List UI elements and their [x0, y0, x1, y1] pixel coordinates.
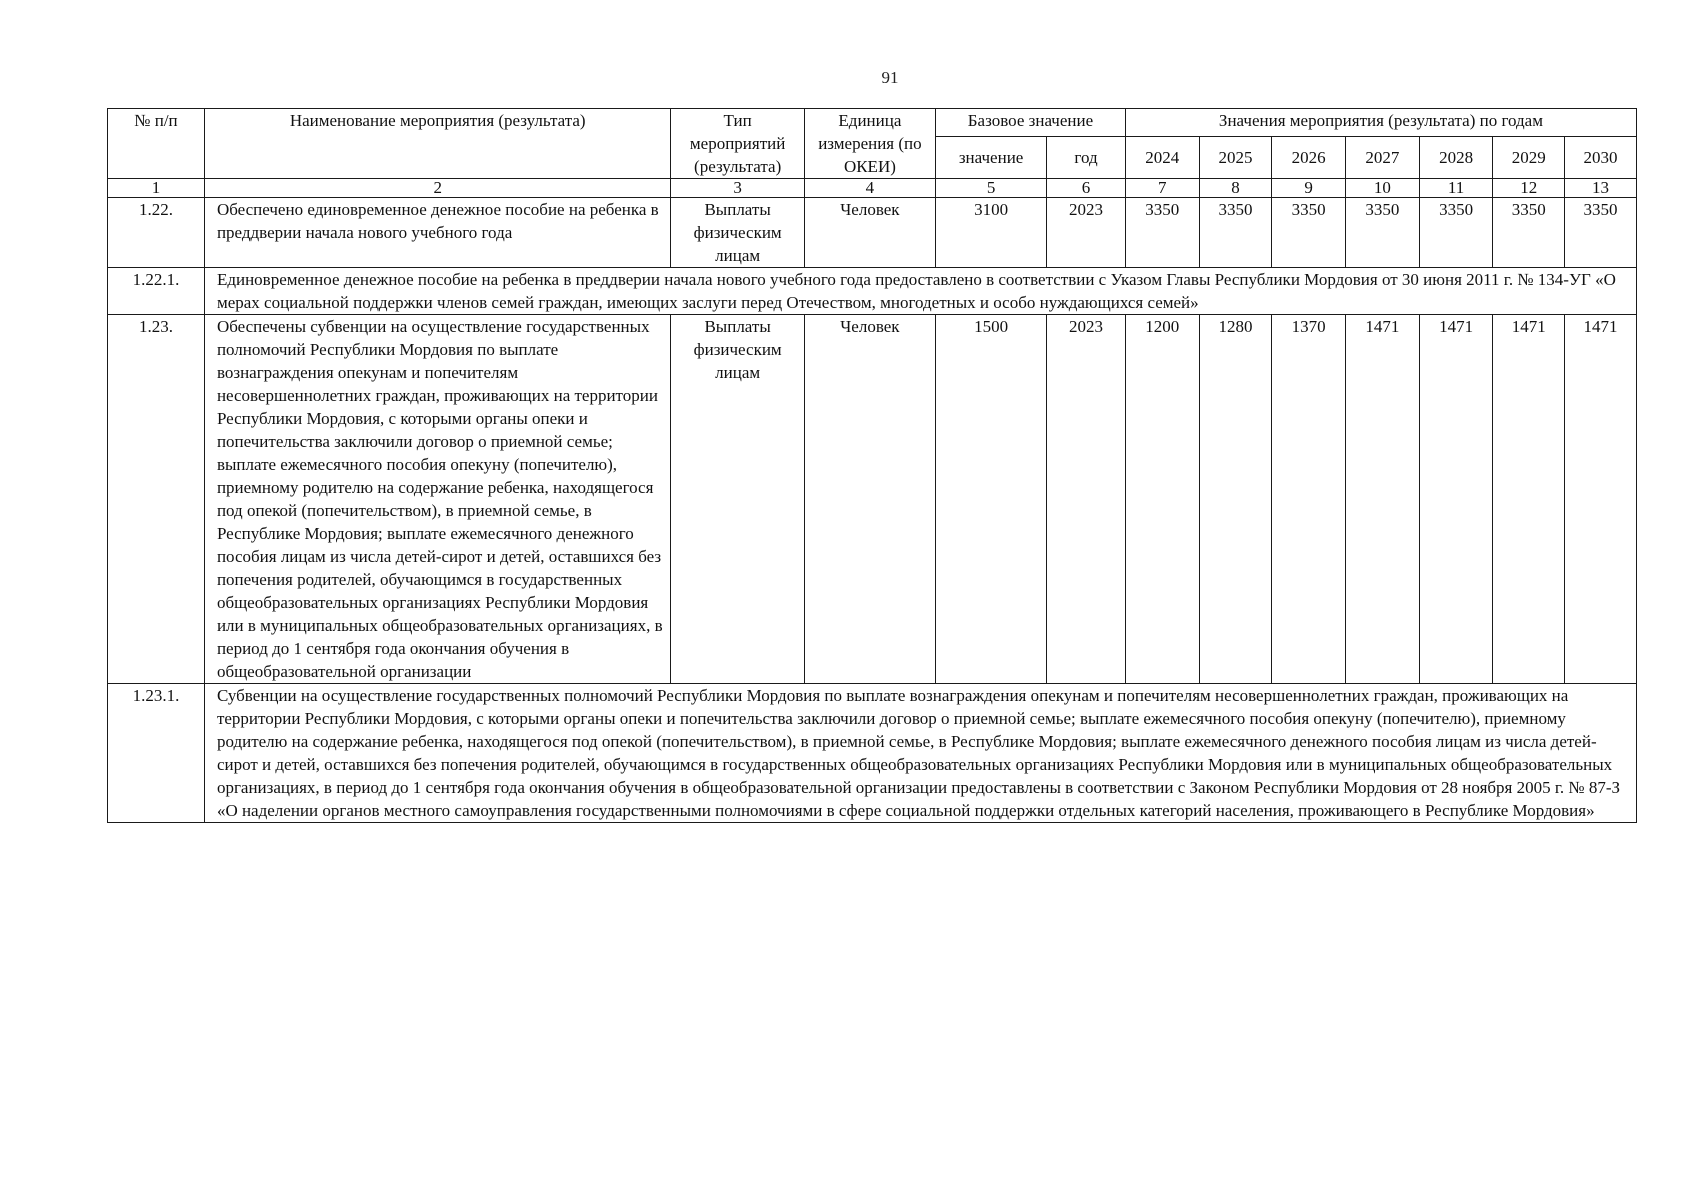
header-year: 2025	[1199, 137, 1272, 179]
row-num: 1.23.	[108, 315, 205, 684]
row-type: Выплаты физическим лицам	[671, 198, 804, 268]
row-base-value: 1500	[936, 315, 1047, 684]
row-base-year: 2023	[1047, 198, 1126, 268]
column-index: 8	[1199, 179, 1272, 198]
table-row	[108, 315, 1637, 684]
page-number: 91	[881, 68, 899, 87]
row-year-value: 1471	[1346, 315, 1420, 684]
row-base-value: 3100	[936, 198, 1047, 268]
column-index: 6	[1047, 179, 1126, 198]
header-base-year: год	[1047, 137, 1126, 179]
column-index: 5	[936, 179, 1047, 198]
row-description: Единовременное денежное пособие на ребенка в преддверии начала нового учебного года предоставлено в соответствии с Указом Главы Республики Мордовия от 30 июня 2011 г. № 134-УГ «О мерах социальной поддержки членов семей граждан, имеющих заслуги перед Отечеством, многодетных и особо нуждающихся семей»	[204, 268, 1636, 315]
header-base-value: значение	[936, 137, 1047, 179]
row-year-value: 3350	[1199, 198, 1272, 268]
table-row	[108, 198, 1637, 268]
column-index-row	[108, 179, 1637, 198]
column-index: 3	[671, 179, 804, 198]
row-unit: Человек	[804, 198, 935, 268]
header-type: Тип мероприятий (результата)	[671, 109, 804, 179]
header-year: 2024	[1125, 137, 1199, 179]
row-num: 1.23.1.	[108, 684, 205, 823]
column-index: 10	[1346, 179, 1420, 198]
activities-table	[107, 108, 1637, 823]
row-unit: Человек	[804, 315, 935, 684]
header-year: 2028	[1419, 137, 1493, 179]
column-index: 13	[1565, 179, 1637, 198]
header-year: 2030	[1565, 137, 1637, 179]
column-index: 9	[1272, 179, 1346, 198]
header-base: Базовое значение	[936, 109, 1126, 137]
column-index: 2	[204, 179, 671, 198]
header-year: 2027	[1346, 137, 1420, 179]
table-row	[108, 268, 1637, 315]
column-index: 12	[1493, 179, 1565, 198]
row-year-value: 1280	[1199, 315, 1272, 684]
row-year-value: 1471	[1493, 315, 1565, 684]
column-index: 11	[1419, 179, 1493, 198]
row-year-value: 3350	[1565, 198, 1637, 268]
row-type: Выплаты физическим лицам	[671, 315, 804, 684]
header-name: Наименование мероприятия (результата)	[204, 109, 671, 179]
row-num: 1.22.1.	[108, 268, 205, 315]
row-year-value: 3350	[1493, 198, 1565, 268]
header-years-group: Значения мероприятия (результата) по годам	[1125, 109, 1636, 137]
header-row-top	[108, 109, 1637, 137]
column-index: 1	[108, 179, 205, 198]
column-index: 7	[1125, 179, 1199, 198]
row-year-value: 1471	[1565, 315, 1637, 684]
row-description: Субвенции на осуществление государственных полномочий Республики Мордовия по выплате вознаграждения опекунам и попечителям несовершеннолетних граждан, проживающих на территории Республики Мордовия, с которыми органы опеки и попечительства заключили договор о приемной семье; выплате ежемесячного пособия опекуну (попечителю), приемному родителю на содержание ребенка, находящегося под опекой (попечительством), в приемной семье, в Республике Мордовия; выплате ежемесячного денежного пособия лицам из числа детей-сирот и детей, оставшихся без попечения родителей, обучающимся в государственных общеобразовательных организациях Республики Мордовия или в муниципальных общеобразовательных организациях, в период до 1 сентября года окончания обучения в общеобразовательной организации предоставлены в соответствии с Законом Республики Мордовия от 28 ноября 2005 г. № 87-З «О наделении органов местного самоуправления государственными полномочиями в сфере социальной поддержки отдельных категорий населения, проживающего в Республике Мордовия»	[204, 684, 1636, 823]
row-name: Обеспечено единовременное денежное пособие на ребенка в преддверии начала нового учебного года	[204, 198, 671, 268]
row-name: Обеспечены субвенции на осуществление государственных полномочий Республики Мордовия по выплате вознаграждения опекунам и попечителям несовершеннолетних граждан, проживающих на территории Республики Мордовия, с которыми органы опеки и попечительства заключили договор о приемной семье; выплате ежемесячного пособия опекуну (попечителю), приемному родителю на содержание ребенка, находящегося под опекой (попечительством), в приемной семье, в Республике Мордовия; выплате ежемесячного денежного пособия лицам из числа детей-сирот и детей, оставшихся без попечения родителей, обучающимся в государственных общеобразовательных организациях Республики Мордовия или в муниципальных общеобразовательных организациях, в период до 1 сентября года окончания обучения в общеобразовательной организации	[204, 315, 671, 684]
row-year-value: 3350	[1125, 198, 1199, 268]
table-row	[108, 684, 1637, 823]
header-year: 2029	[1493, 137, 1565, 179]
header-unit: Единица измерения (по ОКЕИ)	[804, 109, 935, 179]
column-index: 4	[804, 179, 935, 198]
header-year: 2026	[1272, 137, 1346, 179]
row-base-year: 2023	[1047, 315, 1126, 684]
row-year-value: 3350	[1419, 198, 1493, 268]
row-num: 1.22.	[108, 198, 205, 268]
row-year-value: 3350	[1272, 198, 1346, 268]
row-year-value: 1471	[1419, 315, 1493, 684]
row-year-value: 1370	[1272, 315, 1346, 684]
row-year-value: 1200	[1125, 315, 1199, 684]
row-year-value: 3350	[1346, 198, 1420, 268]
header-num: № п/п	[108, 109, 205, 179]
